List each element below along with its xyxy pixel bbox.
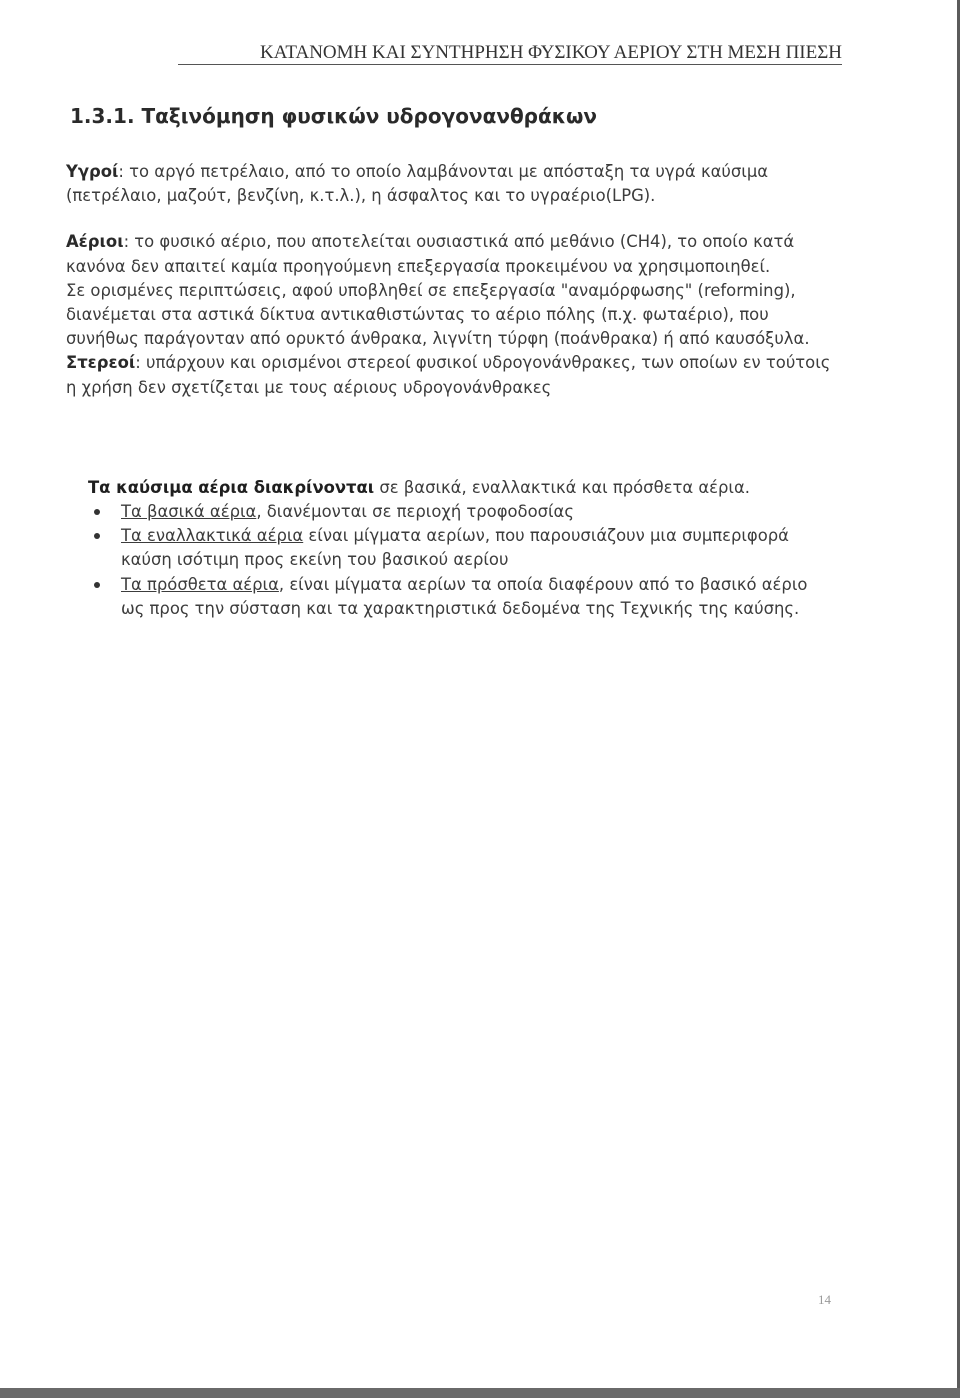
section-heading: 1.3.1. Ταξινόμηση φυσικών υδρογονανθράκων: [70, 104, 597, 128]
text-liquids: : το αργό πετρέλαιο, από το οποίο λαμβάνονται με απόσταξη τα υγρά καύσιμα (πετρέλαιο, μαζούτ, βενζίνη, κ.τ.λ.), η άσφαλτος και το υγραέριο(LPG).: [66, 162, 769, 206]
list-item: [88, 573, 828, 621]
list-item-term: Τα βασικά αέρια: [121, 502, 257, 521]
list-item: [88, 500, 828, 524]
page-number: 14: [818, 1292, 831, 1307]
list-item-term: Τα εναλλακτικά αέρια: [121, 526, 304, 546]
list-item-text: είναι μίγματα αερίων, που παρουσιάζουν μια συμπεριφορά καύση ισότιμη προς εκείνη του βασικού αερίου: [121, 526, 789, 570]
header-rule: [178, 64, 842, 65]
paragraph-gases: [66, 230, 836, 278]
paragraph-solids: [66, 351, 836, 399]
bullet-dot-icon: [94, 582, 100, 588]
paragraph-reforming: Σε ορισμένες περιπτώσεις, αφού υποβληθεί σε επεξεργασία "αναμόρφωσης" (reforming), διανέμεται στα αστικά δίκτυα αντικαθιστώντας το αέριο πόλης (π.χ. φωταέριο), που συνήθως παράγονταν από ορυκτό άνθρακα, λιγνίτη τύρφη (ποάνθρακα) ή από καυσόξυλα.: [66, 280, 810, 349]
text-solids: : υπάρχουν και ορισμένοι στερεοί φυσικοί υδρογονάνθρακες, των οποίων εν τούτοις η χρήση δεν σχετίζεται με τους αέριους υδρογονάνθρακες: [66, 353, 831, 397]
lead-solids: Στερεοί: [66, 353, 136, 373]
paragraph-gap: [66, 208, 836, 230]
running-header: ΚΑΤΑΝΟΜΗ ΚΑΙ ΣΥΝΤΗΡΗΣΗ ΦΥΣΙΚΟΥ ΑΕΡΙΟΥ ΣΤΗ ΜΕΣΗ ΠΙΕΣΗ: [260, 42, 842, 63]
list-item-term: Τα πρόσθετα αέρια: [121, 574, 279, 594]
text-gases: : το φυσικό αέριο, που αποτελείται ουσιαστικά από μεθάνιο (CH4), το οποίο κατά κανόνα δεν απαιτεί καμία προηγούμενη επεξεργασία προκειμένου να χρησιμοποιηθεί.: [66, 232, 795, 276]
body-text: [66, 160, 836, 400]
lead-gases: Αέριοι: [66, 232, 124, 252]
list-item-text: , διανέμονται σε περιοχή τροφοδοσίας: [256, 502, 574, 521]
list-item-text: , είναι μίγματα αερίων τα οποία διαφέρουν από το βασικό αέριο ως προς την σύσταση και τα χαρακτηριστικά δεδομένα της Τεχνικής της καύσης.: [121, 574, 808, 618]
classification-lead: Τα καύσιμα αέρια διακρίνονται: [88, 478, 375, 497]
scan-edge-bottom: [0, 1388, 960, 1398]
paragraph-liquids: [66, 160, 836, 208]
classification-rest: σε βασικά, εναλλακτικά και πρόσθετα αέρια.: [374, 478, 750, 497]
bullet-dot-icon: [94, 533, 100, 539]
bullet-dot-icon: [94, 509, 100, 515]
list-item: [88, 524, 828, 572]
classification-heading: [88, 476, 828, 500]
lead-liquids: Υγροί: [66, 162, 119, 181]
gas-types-list: [88, 500, 828, 621]
